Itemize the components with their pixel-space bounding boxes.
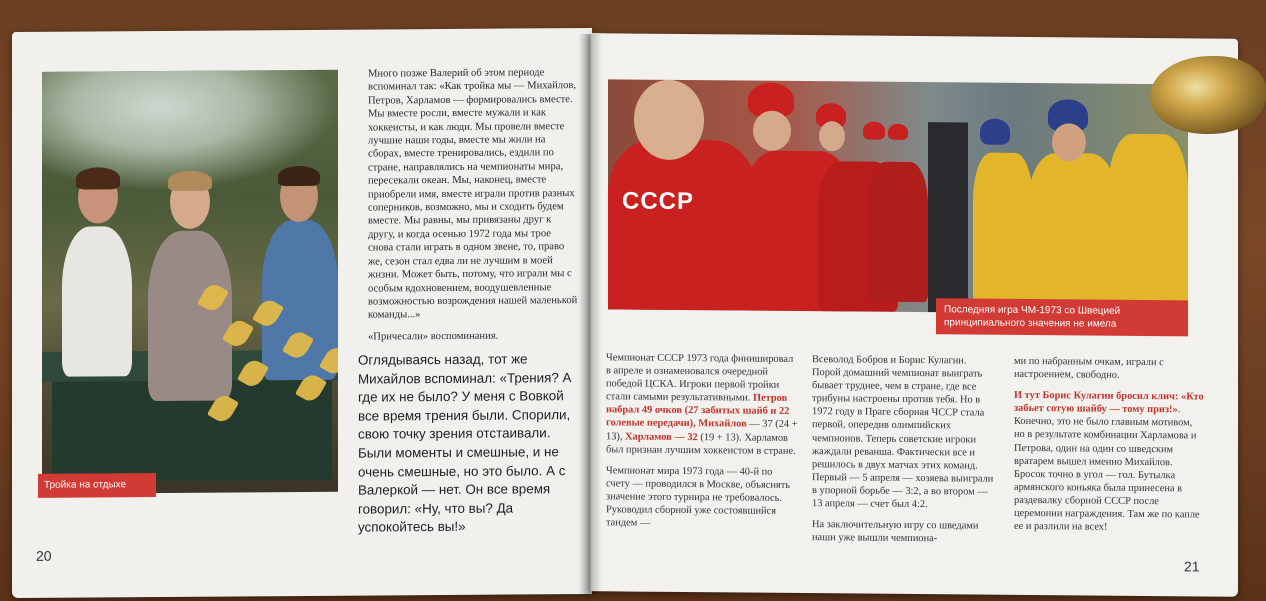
pull-quote: Оглядываясь назад, тот же Михайлов вспоминал: «Трения? А где их не было? У меня с Вовкой все время трения были. Спорили, свою точку зрения отстаивали. Были моменты и смешные, и не очень смешные, но это было. А с Валеркой — нет. Он все время говорил: «Ну, что вы? Да успокойтесь вы!» — [358, 351, 572, 535]
swedish-player-2 — [1028, 153, 1118, 314]
bobrov-kulagin-paragraph: Всеволод Бобров и Борис Кулагин. Порой домашний чемпионат выиграть бывает труднее, чем в стране, где все трибуны настроены против тебя. Но в 1972 году в Праге сборная ЧССР стала первой, опередив олимпийских чемпионов. Теперь советские игроки жаждали реванша. Фактически все и решилось в двух матчах этих команд. Первый — 5 апреля — хозяева выиграли в упорной борьбе — 3:2, а во втором — 13 апреля — счет был 4:2. — [812, 354, 994, 511]
text-column-1 — [606, 351, 798, 539]
soviet-player-front — [608, 139, 758, 314]
memoir-paragraph: Много позже Валерий об этом периоде вспоминал так: «Как тройка мы — Михайлов, Петров, Харламов — формировались вместе. Мы вместе росли, вместе мужали и как хоккеисты, и как люди. Мы провели вместе лучшие наши годы, вместе мы жили на сборах, вместе тренировались, ездили по стране, направлялись на чемпионаты мира, пересекали океан. Мы, наконец, вместе приобрели имя, вместе играли против разных соперников, возможно, мы и сходить будем вместе. Мы равны, мы привязаны друг к другу, и когда осенью 1972 года мы трое снова стали играть в одном звене, то, право же, сезон стал едва ли не лучшим в моей жизни. Может быть, потому, что играли мы с особым вдохновением, воодушевленные возможностью возрождения нашей маленькой команды...» — [368, 67, 578, 321]
three-players-photo — [42, 70, 338, 494]
right-page — [590, 33, 1238, 597]
photo-caption-left: Тройка на отдыхе — [38, 473, 156, 498]
hundredth-puck-paragraph: И тут Борис Кулагин бросил клич: «Кто забьет сотую шайбу — тому приз!». Конечно, это не было главным мотивом, но в результате комбинации Харламова и Петрова, один на один со шведским вратарем вышел именно Михайлов. Бросок точно в угол — гол. Бутылка армянского коньяка была принесена в раздевалку сборной СССР после церемонии награждения. Там же по капле ее и разлили на всех! — [1014, 390, 1204, 533]
person-left — [62, 226, 132, 376]
hockey-teams-photo — [608, 79, 1188, 314]
jersey-lettering: СССР — [622, 187, 695, 216]
text-column-2 — [812, 353, 996, 554]
book-gutter — [578, 34, 602, 594]
kulagin-call: И тут Борис Кулагин бросил клич: «Кто забьет сотую шайбу — тому приз!» — [1014, 390, 1204, 416]
person-middle — [148, 230, 232, 401]
left-page — [12, 28, 592, 598]
world-championship-paragraph: Чемпионат мира 1973 года — 40-й по счету — проводился в Москве, объяснять значение этого турнира не требовалось. Руководил сборной уже состоявшийся тандем — — [606, 465, 790, 529]
photo-caption-right: Последняя игра ЧМ-1973 со Швецией принципиального значения не имела — [936, 298, 1188, 336]
championship-paragraph: Чемпионат СССР 1973 года финишировал в апреле и ознаменовался очередной победой ЦСКА. Игроки первой тройки стали самыми результативными. Петров набрал 49 очков (27 забитых шайб и 22 голевые передачи), Михайлов — 37 (24 + 13), Харламов — 32 (19 + 13). Харламов был признан лучшим хоккеистом в стране. — [606, 352, 798, 457]
highlight-kharlamov: Харламов — 32 — [625, 431, 698, 443]
page-number-left: 20 — [36, 547, 52, 564]
left-body-text — [368, 66, 578, 352]
highlight-petrov: Петров набрал 49 очков (27 забитых шайб и 22 голевые передачи), Михайлов — [606, 392, 790, 431]
brass-object — [1150, 56, 1266, 134]
comment-paragraph: «Причесали» воспоминания. — [368, 330, 499, 343]
mood-paragraph: ми по набранным очкам, играли с настроением, свободно. — [1014, 355, 1164, 381]
swedish-player-3 — [1108, 134, 1188, 315]
final-game-paragraph: На заключительную игру со шведами наши уже вышли чемпиона- — [812, 519, 979, 545]
text-column-3 — [1014, 355, 1204, 543]
swedish-player-1 — [973, 153, 1033, 314]
page-number-right: 21 — [1184, 558, 1200, 575]
